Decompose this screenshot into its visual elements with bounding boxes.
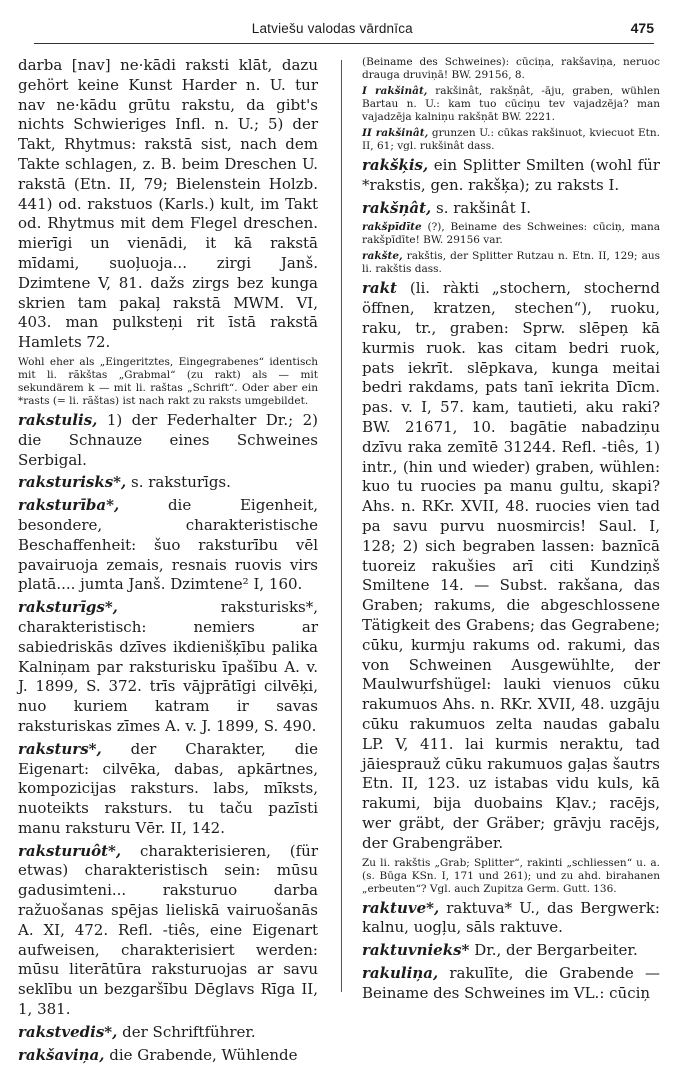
dictionary-entry xyxy=(362,156,660,196)
dictionary-entry xyxy=(362,199,660,219)
entry-text: Zu li. rakštis „Grab; Splitter“, rakinti „schliessen“ u. a. (s. Būga KSn. I, 171 und 261); und zu ahd. birahanen „erbeuten“? Vgl. auch Zupitza Germ. Gutt. 136. xyxy=(362,856,660,895)
headword: rakt xyxy=(362,279,397,298)
entry-text: der Charakter, die Eigenart: cilvēka, dabas, apkārtnes, kompozicijas raksturs. labs, mīksts, nuoteikts raksturs. tu taču pazīsti manu raksturu Vēr. II, 142. xyxy=(18,739,318,837)
entry-text: die Eigenheit, besondere, charakteristische Beschaffenheit: šuo raksturību vēl pavairuoja zemais, resnais ruovis virs platā.... jumta Janš. Dzimtene² I, 160. xyxy=(18,496,318,594)
entry-text: der Schriftführer. xyxy=(122,1022,256,1041)
entry-text: (li. ràkti „stochern, stochernd öffnen, kratzen, stechen“), ruoku, raku, tr., graben: Sprw. slēpeņ kā kurmis ruok. kas citam bedri ruok, pats iekrīt. slēpkava, kunga meitai bedri rakdams, pats tanī iekrita Dīcm. pas. v. I, 57. kam, tautieti, aku raki? BW. 21671, 10. bagātie nabadziņu dzīvu raka zemītē 31244. Refl. -tiês, 1) intr., (hin und wieder) graben, wühlen: kuo tu ruocies pa manu gultu, skapi? Ahs. n. RKr. XVII, 48. ruocies vien tad pa savu purvu nuosmircis! Saul. I, 128; 2) sich begraben lassen: baznīcā tuoreiz rakušies arī citi Kundziņš Smiltene 14. — Subst. rakšana, das Graben; rakums, die abgeschlossene Tätigkeit des Grabens; das Gegrabene; cūku, kurmju rakums od. rakumi, das von Schweinen Ausgewühlte, der Maulwurfshügel: lauki vienuos cūku rakumuos Ahs. n. RKr. XVII, 48. uzgāju cūku rakumuos zelta naudas gabalu LP. V, 411. lai kurmis neraktu, tad jāiesprauž cūku rakumuos gaļas šautrs Etn. II, 123. uz istabas vidu kuls, kā rakumi, bija duobains Kļav.; racējs, wer gräbt, der Gräber; grāvju racējs, der Grabengräber. xyxy=(362,279,660,852)
headword: II rakšinât, xyxy=(362,127,429,139)
entry-text: raksturisks*, charakteristisch: nemiers ar sabiedriskās dzīves ikdienišķību palika Kalniņam par raksturisku īpašību A. v. J. 1899, S. 372. trīs vājprātīgi cilvēķi, nuo kuriem katram ir savas raksturiskas zīmes A. v. J. 1899, S. 490. xyxy=(18,598,318,735)
entry-text: ein Splitter Smilten (wohl für *rakstis, gen. rakšķa); zu raksts I. xyxy=(362,156,660,194)
dictionary-entry xyxy=(18,473,318,493)
dictionary-entry xyxy=(18,740,318,839)
headword: raksturuôt*, xyxy=(18,841,122,860)
entry-text: rakulīte, die Grabende — Beiname des Schweines im VL.: cūciņ xyxy=(362,963,660,1002)
page-header xyxy=(34,20,654,44)
headword: rakšņât, xyxy=(362,198,432,217)
right-column xyxy=(362,56,661,1002)
dictionary-entry xyxy=(18,56,318,353)
entry-text: s. rakšinât I. xyxy=(436,198,532,217)
headword: rakstvedis*, xyxy=(18,1022,118,1041)
entry-text: rakšinât, rakšņât, -āju, graben, wühlen Bartau n. U.: kam tuo cūciņu tev vajadzēja? man vajadzēja kalniņu rakšņāt BW. 2221. xyxy=(362,85,660,123)
dictionary-entry xyxy=(362,899,660,939)
entry-text: raktuva* U., das Bergwerk: kalnu, uogļu, sāls raktuve. xyxy=(362,898,660,937)
headword: rakšķis, xyxy=(362,156,429,174)
dictionary-entry xyxy=(18,356,318,408)
dictionary-entry xyxy=(18,1023,318,1043)
entry-text: Wohl eher als „Eingeritztes, Eingegrabenes“ identisch mit li. rãkštas „Grabmal“ (zu rakt) als — mit sekundärem k — mit li. raštas „Schrift“. Oder aber ein *rasts (= li. rãštas) ist nach rakt zu raksts umgebildet. xyxy=(18,355,318,407)
page-number: 475 xyxy=(630,20,654,36)
dictionary-entry xyxy=(362,279,660,853)
dictionary-entry xyxy=(362,857,660,896)
dictionary-entry xyxy=(362,964,660,1004)
headword: rakstulis, xyxy=(18,410,98,429)
entry-text: die Grabende, Wühlende xyxy=(109,1045,298,1064)
dictionary-entry xyxy=(18,1046,318,1065)
headword: raktuvnieks* xyxy=(362,941,470,960)
headword: rakšte, xyxy=(362,250,403,263)
headword: raksturisks*, xyxy=(18,473,127,492)
headword: rakšpīdīte xyxy=(362,221,422,234)
entry-text: 1) der Federhalter Dr.; 2) die Schnauze eines Schweines Serbigal. xyxy=(18,410,318,469)
entry-text: rakštis, der Splitter Rutzau n. Etn. II, 129; aus li. rakštis dass. xyxy=(362,250,660,276)
entry-text: charakterisieren, (für etwas) charakteristisch sein: mūsu gadusimteni... raksturuo darba ražuošanas spējas lieliskā vairuošanās A. XI, 472. Refl. -tiês, eine Eigenart aufweisen, charakterisiert werden: mūsu literātūra raksturuojas ar savu seklību un bezgaršību Dēglavs Rīga II, 1, 381. xyxy=(18,841,318,1019)
entry-text: (?), Beiname des Schweines: cūciņ, mana rakšpīdīte! BW. 29156 var. xyxy=(362,221,661,247)
headword: I rakšinât, xyxy=(362,85,428,97)
entry-text: darba [nav] ne·kādi raksti klāt, dazu gehört keine Kunst Harder n. U. tur nav ne·kādu grūtu rakstu, da gibt's nichts Schwieriges Infl. n. U.; 5) der Takt, Rhytmus: rakstā sist, nach dem Takte schlagen, z. B. beim Dreschen U. rakstā (Etn. II, 79; Bielenstein Holzb. 441) od. rakstuos (Karls.) kult, im Takt od. Rhytmus mit dem Flegel dreschen. mierīgi un vienādi, it kā rakstā mīdami, suoļuoja... zirgi Janš. Dzimtene V, 81. dažs zirgs bez kunga skrien tam pakaļ rakstā MWM. VI, 403. man pulksteņi rit īstā rakstā Hamlets 72. xyxy=(18,56,318,352)
dictionary-entry xyxy=(18,598,318,737)
entry-text: (Beiname des Schweines): cūciņa, rakšaviņa, neruoc drauga druviņā! BW. 29156, 8. xyxy=(362,56,660,81)
headword: rakšaviņa, xyxy=(18,1045,105,1064)
entry-text: Dr., der Bergarbeiter. xyxy=(474,941,638,960)
left-column xyxy=(18,56,318,1064)
dictionary-entry xyxy=(362,56,660,82)
dictionary-entry xyxy=(18,842,318,1020)
headword: rakuliņa, xyxy=(362,963,439,982)
column-divider xyxy=(341,60,342,992)
dictionary-entry xyxy=(362,250,660,276)
running-title: Latviešu valodas vārdnīca xyxy=(251,21,413,36)
dictionary-entry xyxy=(362,941,660,961)
dictionary-entry xyxy=(362,127,660,153)
dictionary-entry xyxy=(362,85,660,124)
headword: raksturīgs*, xyxy=(18,598,118,617)
headword: raksturība*, xyxy=(18,496,120,515)
headword: raktuve*, xyxy=(362,898,440,917)
entry-text: s. raksturīgs. xyxy=(131,473,231,492)
headword: raksturs*, xyxy=(18,739,102,758)
dictionary-entry xyxy=(18,411,318,470)
dictionary-entry xyxy=(362,221,660,247)
entry-text: grunzen U.: cūkas rakšinuot, kviecuot Etn. II, 61; vgl. rukšinât dass. xyxy=(362,127,660,152)
dictionary-entry xyxy=(18,496,318,595)
